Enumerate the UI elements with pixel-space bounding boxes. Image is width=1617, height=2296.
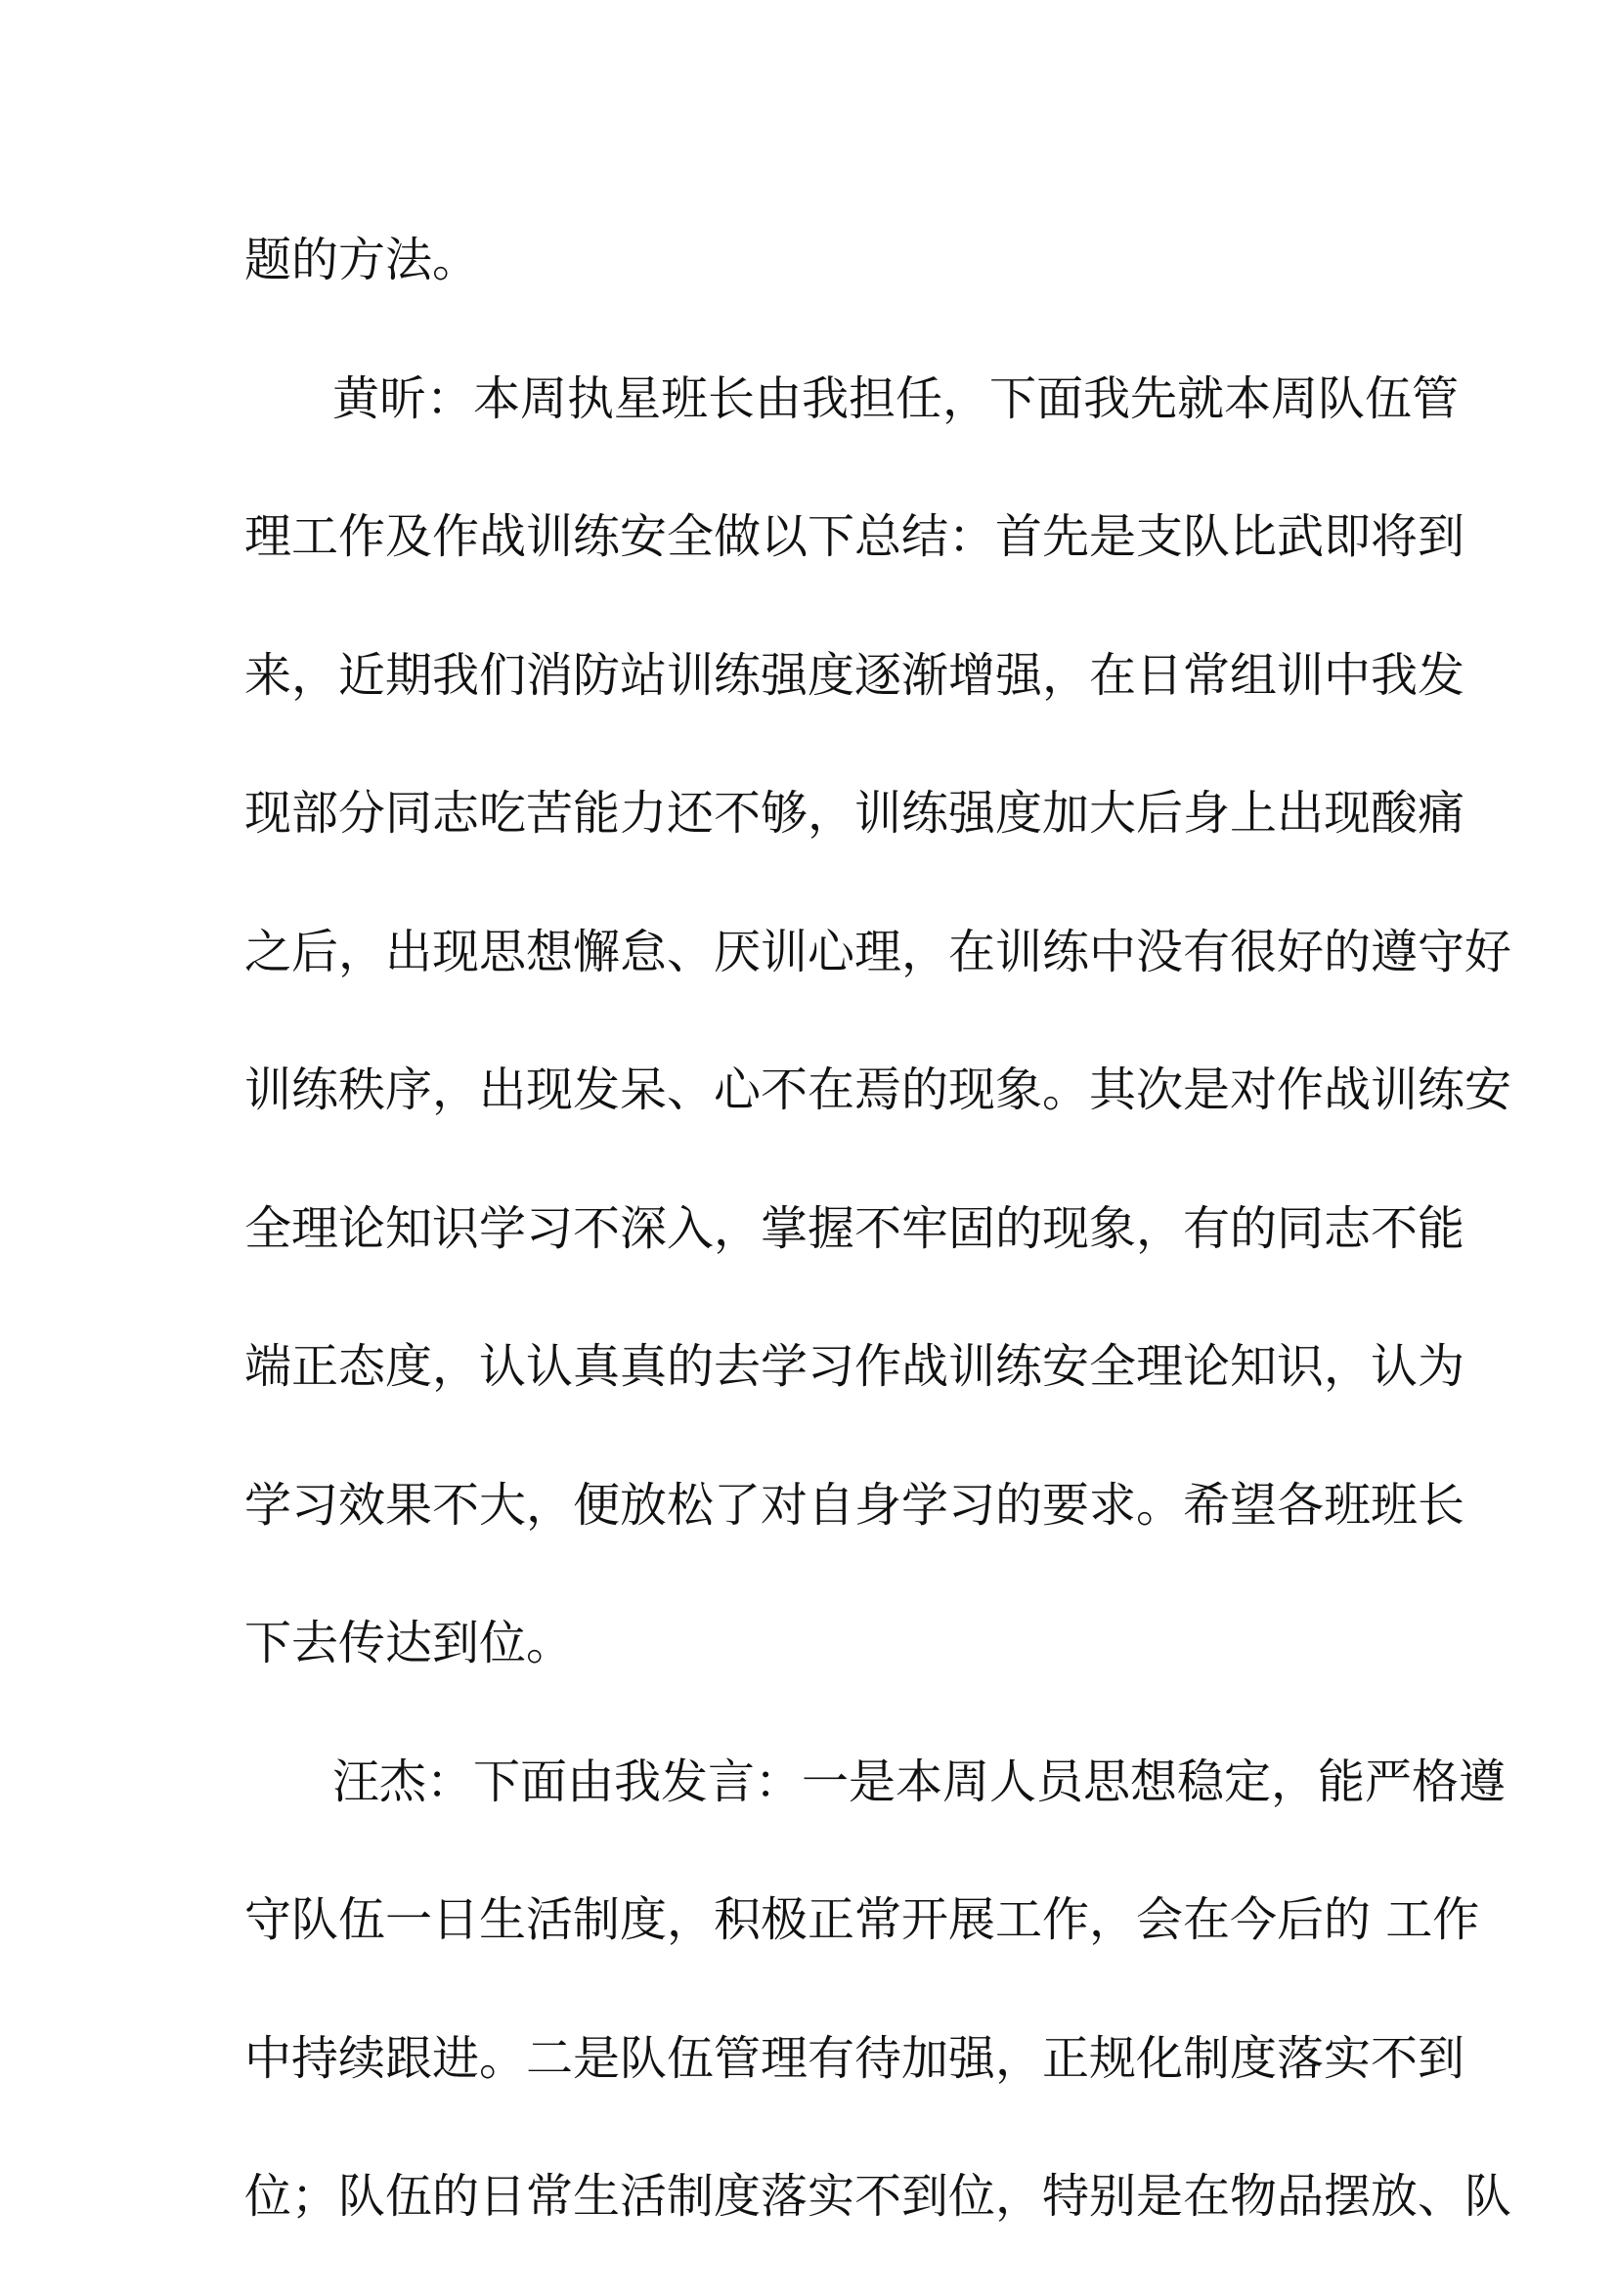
text-line: 位；队伍的日常生活制度落实不到位，特别是在物品摆放、队 bbox=[244, 2169, 1512, 2224]
text-line: 黄昕：本周执星班长由我担任，下面我先就本周队伍管 bbox=[332, 370, 1460, 426]
text-line: 学习效果不大，便放松了对自身学习的要求。希望各班班长 bbox=[244, 1477, 1465, 1533]
text-line: 端正态度，认认真真的去学习作战训练安全理论知识，认为 bbox=[244, 1339, 1465, 1394]
text-line: 来，近期我们消防站训练强度逐渐增强，在日常组训中我发 bbox=[244, 647, 1465, 703]
text-line: 训练秩序，出现发呆、心不在焉的现象。其次是对作战训练安 bbox=[244, 1062, 1512, 1117]
text-line: 守队伍一日生活制度，积极正常开展工作，会在今后的 工作 bbox=[244, 1892, 1480, 1947]
document-body bbox=[244, 221, 1512, 2296]
text-line: 下去传达到位。 bbox=[244, 1616, 574, 1670]
text-line: 全理论知识学习不深入，掌握不牢固的现象，有的同志不能 bbox=[244, 1200, 1465, 1256]
text-line: 中持续跟进。二是队伍管理有待加强，正规化制度落实不到 bbox=[244, 2030, 1465, 2086]
text-line: 理工作及作战训练安全做以下总结：首先是支队比武即将到 bbox=[244, 509, 1465, 564]
text-line: 汪杰：下面由我发言：一是本周人员思想稳定，能严格遵 bbox=[332, 1754, 1507, 1809]
text-line: 题的方法。 bbox=[244, 233, 480, 287]
text-line: 现部分同志吃苦能力还不够，训练强度加大后身上出现酸痛 bbox=[244, 786, 1465, 841]
text-line: 之后，出现思想懈怠、厌训心理，在训练中没有很好的遵守好 bbox=[244, 924, 1512, 979]
